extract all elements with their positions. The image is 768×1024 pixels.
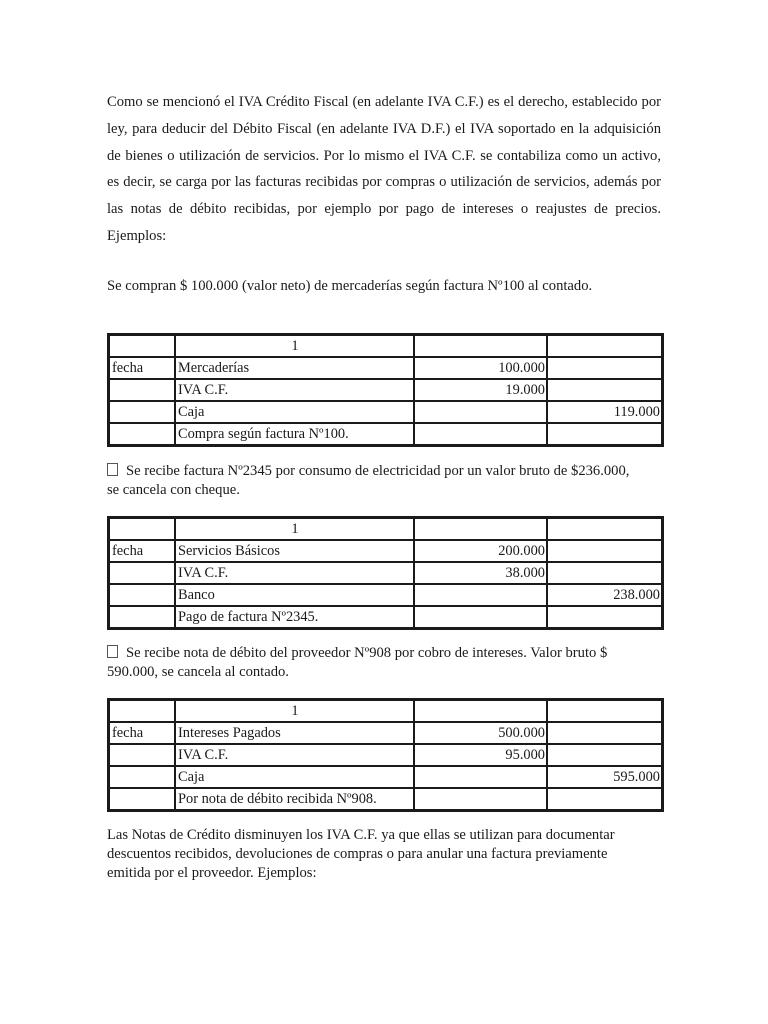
table-row [109,766,662,788]
table-row [109,540,662,562]
haber-cell [547,788,662,810]
table-row [109,562,662,584]
example2-line1: Se recibe factura Nº2345 por consumo de electricidad por un valor bruto de $236.000, [126,463,630,479]
date-cell [109,423,175,445]
header-debe-cell [414,518,547,540]
closing-line3: emitida por el proveedor. Ejemplos: [107,865,317,881]
example2-line2: se cancela con cheque. [107,482,240,498]
debe-cell [414,401,547,423]
table-header-row [109,700,662,722]
table-header-row [109,518,662,540]
date-cell [109,562,175,584]
account-cell: IVA C.F. [175,562,414,584]
debe-cell [414,766,547,788]
example3-text [107,644,677,682]
date-cell [109,401,175,423]
table-row [109,423,662,445]
header-haber-cell [547,700,662,722]
account-cell: IVA C.F. [175,744,414,766]
table-row [109,379,662,401]
date-cell [109,766,175,788]
example1-text: Se compran $ 100.000 (valor neto) de mercaderías según factura Nº100 al contado. [107,278,593,294]
closing-line1: Las Notas de Crédito disminuyen los IVA C.F. ya que ellas se utilizan para documentar [107,827,615,843]
haber-cell [547,562,662,584]
header-haber-cell [547,335,662,357]
table-row [109,788,662,810]
table-row [109,606,662,628]
debe-cell: 500.000 [414,722,547,744]
entry-number: 1 [175,700,414,722]
debe-cell [414,584,547,606]
debe-cell: 200.000 [414,540,547,562]
debe-cell [414,606,547,628]
table-row [109,401,662,423]
debe-cell: 19.000 [414,379,547,401]
header-date-cell [109,700,175,722]
date-cell [109,606,175,628]
intro-paragraph: Como se mencionó el IVA Crédito Fiscal (en adelante IVA C.F.) es el derecho, establecido por ley, para deducir del Débito Fiscal (en adelante IVA D.F.) el IVA soportado en la adquisición de bienes o utilización de servicios. Por lo mismo el IVA C.F. se contabiliza como un activo, es decir, se carga por las facturas recibidas por compras o utilización de servicios, además por las notas de débito recibidas, por ejemplo por pago de intereses o reajustes de precios. Ejemplos: [107,94,661,244]
haber-cell: 119.000 [547,401,662,423]
haber-cell [547,722,662,744]
account-cell: Compra según factura Nº100. [175,423,414,445]
haber-cell [547,423,662,445]
entry-number: 1 [175,518,414,540]
header-debe-cell [414,700,547,722]
date-cell [109,379,175,401]
date-cell [109,788,175,810]
date-cell: fecha [109,540,175,562]
header-date-cell [109,335,175,357]
account-cell: Servicios Básicos [175,540,414,562]
closing-paragraph [107,826,637,883]
date-cell: fecha [109,722,175,744]
header-date-cell [109,518,175,540]
account-cell: Mercaderías [175,357,414,379]
debe-cell [414,423,547,445]
date-cell: fecha [109,357,175,379]
table-row [109,722,662,744]
journal-entry-table-3 [107,698,664,812]
haber-cell: 238.000 [547,584,662,606]
account-cell: Pago de factura Nº2345. [175,606,414,628]
header-debe-cell [414,335,547,357]
account-cell: Caja [175,766,414,788]
table-row [109,584,662,606]
haber-cell [547,606,662,628]
example3-line1: Se recibe nota de débito del proveedor Nº908 por cobro de intereses. Valor bruto $ [126,645,608,661]
journal-entry-table-2 [107,516,664,630]
account-cell: IVA C.F. [175,379,414,401]
closing-line2: descuentos recibidos, devoluciones de compras o para anular una factura previamente [107,846,608,862]
haber-cell [547,540,662,562]
account-cell: Intereses Pagados [175,722,414,744]
header-haber-cell [547,518,662,540]
example3-line2: 590.000, se cancela al contado. [107,664,289,680]
debe-cell [414,788,547,810]
table-header-row [109,335,662,357]
haber-cell [547,744,662,766]
date-cell [109,584,175,606]
journal-entry-table-1 [107,333,664,447]
table-row [109,357,662,379]
bullet-icon [107,463,118,476]
table-row [109,744,662,766]
account-cell: Por nota de débito recibida Nº908. [175,788,414,810]
account-cell: Caja [175,401,414,423]
debe-cell: 100.000 [414,357,547,379]
haber-cell [547,357,662,379]
haber-cell: 595.000 [547,766,662,788]
bullet-icon [107,645,118,658]
account-cell: Banco [175,584,414,606]
date-cell [109,744,175,766]
haber-cell [547,379,662,401]
entry-number: 1 [175,335,414,357]
debe-cell: 38.000 [414,562,547,584]
debe-cell: 95.000 [414,744,547,766]
example2-text [107,462,677,500]
